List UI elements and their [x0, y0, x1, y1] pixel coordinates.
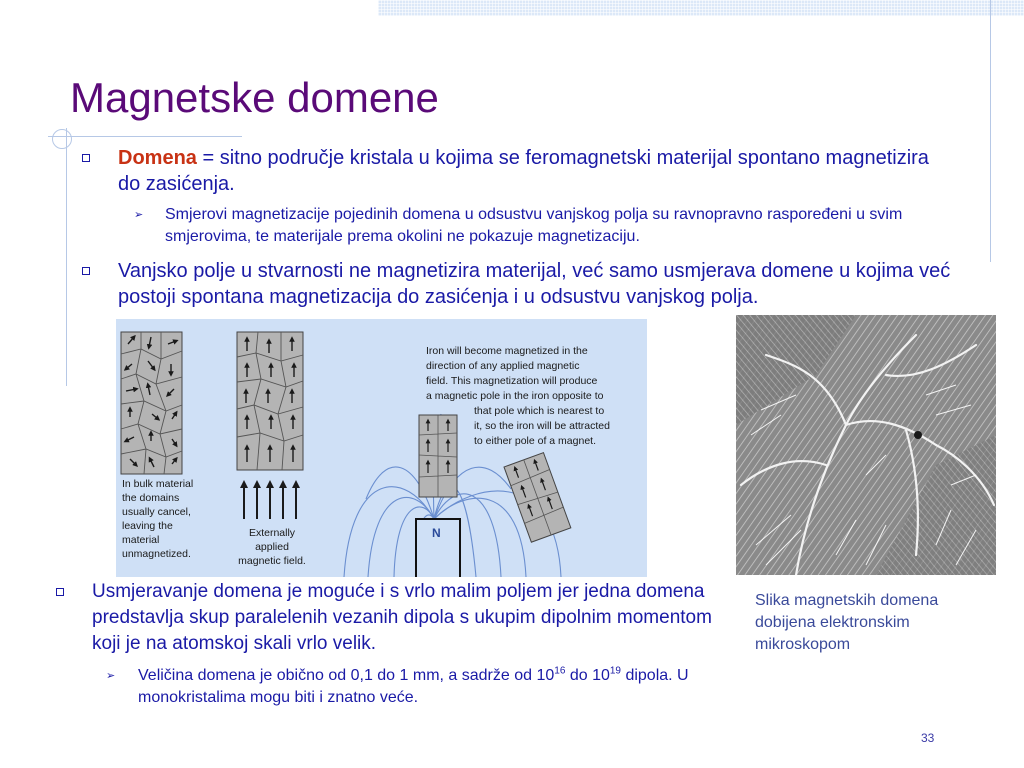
- figure-text-line: In bulk material: [122, 478, 194, 490]
- exponent-19: 19: [609, 665, 621, 677]
- figure-text-line: unmagnetized.: [122, 548, 191, 560]
- bullet-domena: [118, 145, 948, 197]
- domain-size-text-start: Veličina domena je obično od 0,1 do 1 mm, a sadrže od 10: [138, 667, 555, 684]
- figure-text-line: applied: [255, 541, 289, 553]
- domain-diagram-svg: [116, 319, 647, 577]
- guide-line-vertical-right: [990, 0, 991, 262]
- bullet-domena-text: = sitno područje kristala u kojima se feromagnetski materijal spontano magnetizira do zasićenja.: [118, 147, 929, 195]
- domain-size-text-end: dipola. U monokristalima mogu biti i znatno veće.: [138, 667, 689, 706]
- figure-text-line: Externally: [248, 527, 296, 539]
- sub-bullet-orientation: Smjerovi magnetizacije pojedinih domena u odsustvu vanjskog polja su ravnopravno raspoređeni u svim smjerovima, te materijale prema okolini ne pokazuje magnetizaciju.: [165, 206, 903, 245]
- square-bullet-icon: [82, 154, 90, 162]
- term-domena: Domena: [118, 147, 197, 169]
- image-caption: Slika magnetskih domena dobijena elektronskim mikroskopom: [755, 592, 939, 653]
- guide-line-vertical-left: [66, 128, 67, 386]
- figure-text-line: material: [122, 534, 160, 546]
- figure-text-line: it, so the iron will be attracted: [474, 420, 610, 432]
- domain-micrograph-image: [736, 315, 996, 575]
- domain-size-text-mid: do 10: [565, 667, 610, 684]
- arrow-bullet-icon: ➢: [134, 209, 144, 221]
- page-number: 33: [921, 731, 935, 745]
- guide-circle-ornament: [52, 129, 72, 149]
- micrograph-svg: [736, 315, 996, 575]
- square-bullet-icon: [56, 588, 64, 596]
- figure-text-line: a magnetic pole in the iron opposite to: [426, 390, 604, 402]
- arrow-bullet-icon: ➢: [106, 670, 116, 682]
- figure-text-line: usually cancel,: [122, 506, 191, 518]
- figure-text-line: that pole which is nearest to: [474, 405, 605, 417]
- exponent-16: 16: [554, 665, 566, 677]
- square-bullet-icon: [82, 267, 90, 275]
- unmagnetized-block: [121, 332, 182, 474]
- figure-text-line: Iron will become magnetized in the: [426, 345, 588, 357]
- figure-text-line: magnetic field.: [238, 555, 306, 567]
- figure-text-line: to either pole of a magnet.: [474, 435, 596, 447]
- figure-text-line: field. This magnetization will produce: [426, 375, 598, 387]
- magnet-label: N: [432, 526, 441, 540]
- guide-line-horizontal: [48, 136, 242, 137]
- figure-text-line: the domains: [122, 492, 180, 504]
- bullet-domain-alignment: Usmjeravanje domena je moguće i s vrlo malim poljem jer jedna domena predstavlja skup paralelenih vezanih dipola s ukupim dipolnim momentom koji je na atomskoj skali vrlo velik.: [92, 581, 712, 654]
- top-decoration-band: [378, 0, 1024, 16]
- figure-text-line: direction of any applied magnetic: [426, 360, 580, 372]
- slide-title: Magnetske domene: [70, 74, 439, 121]
- aligned-block: [237, 332, 303, 470]
- figure-text-line: leaving the: [122, 520, 173, 532]
- domain-diagram-figure: [116, 319, 647, 577]
- iron-piece-vertical: [419, 415, 457, 497]
- bullet-external-field: Vanjsko polje u stvarnosti ne magnetizira materijal, već samo usmjerava domene u kojima već postoji spontana magnetizacija do zasićenja i u odsustvu vanjskog polja.: [118, 260, 951, 308]
- sub-bullet-domain-size: [138, 665, 738, 709]
